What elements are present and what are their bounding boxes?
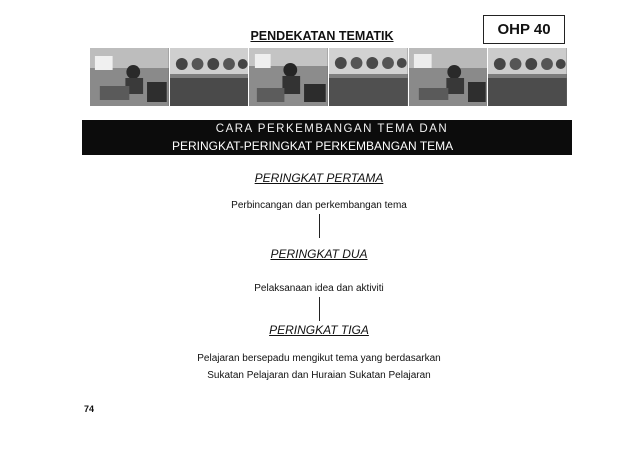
classroom-photo (488, 48, 567, 106)
connector-line (319, 297, 320, 321)
stage-3-description: Pelajaran bersepadu mengikut tema yang berdasarkan (197, 353, 441, 364)
stage-1-description: Perbincangan dan perkembangan tema (231, 200, 407, 211)
photo-strip (90, 48, 567, 106)
classroom-photo (170, 48, 250, 106)
stage-3-title: PERINGKAT TIGA (269, 323, 369, 337)
ohp-badge: OHP 40 (483, 15, 565, 44)
page-title: PENDEKATAN TEMATIK (250, 29, 394, 43)
classroom-photo (409, 48, 489, 106)
classroom-photo (329, 48, 409, 106)
classroom-photo (249, 48, 329, 106)
stage-2-title: PERINGKAT DUA (270, 247, 368, 261)
page-number: 74 (84, 404, 95, 414)
stage-3-description-line-2: Sukatan Pelajaran dan Huraian Sukatan Pelajaran (207, 370, 431, 381)
stage-1-title: PERINGKAT PERTAMA (254, 171, 384, 185)
banner-line-1: CARA PERKEMBANGAN TEMA DAN (82, 120, 572, 137)
connector-line (319, 214, 320, 238)
classroom-photo (90, 48, 170, 106)
banner-line-2: PERINGKAT-PERINGKAT PERKEMBANGAN TEMA (82, 137, 572, 155)
stage-2-description: Pelaksanaan idea dan aktiviti (254, 283, 384, 294)
